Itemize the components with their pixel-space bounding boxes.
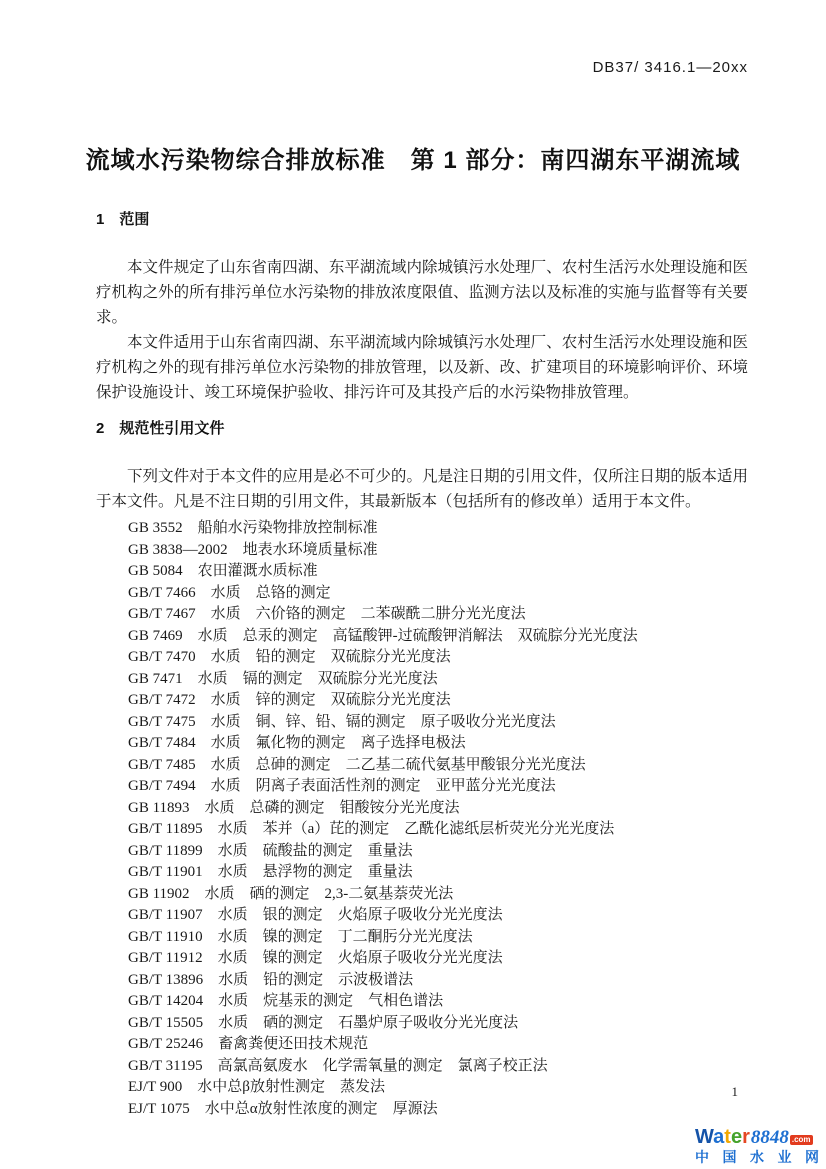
page-number: 1 bbox=[731, 1084, 738, 1099]
reference-item: GB/T 15505 水质 硒的测定 石墨炉原子吸收分光光度法 bbox=[128, 1014, 519, 1031]
reference-item: GB/T 11899 水质 硫酸盐的测定 重量法 bbox=[128, 842, 413, 859]
reference-item: GB 7471 水质 镉的测定 双硫腙分光光度法 bbox=[128, 670, 438, 687]
reference-item: GB/T 7494 水质 阴离子表面活性剂的测定 亚甲蓝分光光度法 bbox=[128, 778, 556, 794]
watermark-letter: e bbox=[730, 1126, 743, 1148]
document-code: DB37/ 3416.1—20xx bbox=[592, 59, 748, 76]
reference-item: GB/T 11901 水质 悬浮物的测定 重量法 bbox=[128, 864, 413, 880]
reference-item: GB/T 7467 水质 六价铬的测定 二苯碳酰二肼分光光度法 bbox=[128, 606, 526, 622]
reference-item: GB 5084 农田灌溉水质标准 bbox=[128, 563, 318, 579]
reference-item: GB/T 7472 水质 锌的测定 双硫腙分光光度法 bbox=[128, 692, 451, 708]
watermark-letter: r bbox=[742, 1126, 750, 1148]
watermark-subtitle-char: 业 bbox=[777, 1149, 792, 1165]
watermark-subtitle-char: 国 bbox=[722, 1149, 737, 1165]
reference-item: GB/T 11912 水质 镍的测定 火焰原子吸收分光光度法 bbox=[128, 950, 503, 966]
watermark-letter: W bbox=[695, 1126, 714, 1148]
reference-item: GB/T 25246 畜禽粪便还田技术规范 bbox=[128, 1036, 369, 1052]
reference-item: GB 11902 水质 硒的测定 2,3-二氨基萘荧光法 bbox=[128, 885, 454, 902]
watermark-subtitle-char: 网 bbox=[805, 1149, 819, 1165]
reference-item: EJ/T 1075 水中总α放射性浓度的测定 厚源法 bbox=[128, 1100, 438, 1117]
watermark-logo bbox=[695, 1127, 823, 1164]
reference-item: GB/T 11895 水质 苯并（a）芘的测定 乙酰化滤纸层析荧光分光光度法 bbox=[128, 821, 615, 837]
reference-item: GB/T 11907 水质 银的测定 火焰原子吸收分光光度法 bbox=[128, 907, 503, 923]
reference-item: GB/T 31195 高氯高氨废水 化学需氧量的测定 氯离子校正法 bbox=[128, 1057, 548, 1074]
reference-item: GB 7469 水质 总汞的测定 高锰酸钾-过硫酸钾消解法 双硫腙分光光度法 bbox=[128, 627, 638, 644]
watermark-brand-letters bbox=[695, 1127, 750, 1147]
watermark-subtitle bbox=[695, 1150, 819, 1164]
section-1-paragraph-2: 本文件适用于山东省南四湖、东平湖流域内除城镇污水处理厂、农村生活污水处理设施和医疗机构之外的现有排污单位水污染物的排放管理，以及新、改、扩建项目的环境影响评价、环境保护设施设计、竣工环境保护验收、排污许可及其投产后的水污染物排放管理。 bbox=[96, 334, 748, 401]
reference-item: GB/T 7484 水质 氟化物的测定 离子选择电极法 bbox=[128, 735, 466, 751]
watermark-letter: t bbox=[724, 1126, 731, 1148]
reference-item: EJ/T 900 水中总β放射性测定 蒸发法 bbox=[128, 1079, 385, 1095]
reference-item: GB/T 7485 水质 总砷的测定 二乙基二硫代氨基甲酸银分光光度法 bbox=[128, 756, 586, 773]
watermark-letter: a bbox=[713, 1126, 725, 1148]
reference-item: GB/T 14204 水质 烷基汞的测定 气相色谱法 bbox=[128, 993, 444, 1009]
reference-item: GB/T 7466 水质 总铬的测定 bbox=[128, 584, 331, 601]
watermark-domain-suffix: .com bbox=[791, 1135, 811, 1144]
reference-item: GB/T 7475 水质 铜、锌、铅、镉的测定 原子吸收分光光度法 bbox=[128, 713, 556, 730]
reference-item: GB/T 11910 水质 镍的测定 丁二酮肟分光光度法 bbox=[128, 928, 473, 945]
section-2-intro-paragraph: 下列文件对于本文件的应用是必不可少的。凡是注日期的引用文件，仅所注日期的版本适用于本文件。凡是不注日期的引用文件，其最新版本（包括所有的修改单）适用于本文件。 bbox=[96, 468, 748, 510]
reference-item: GB/T 13896 水质 铅的测定 示波极谱法 bbox=[128, 971, 414, 988]
reference-item: GB 3552 船舶水污染物排放控制标准 bbox=[128, 520, 378, 536]
watermark-brand-number: 8848 bbox=[750, 1127, 789, 1148]
reference-item: GB 3838—2002 地表水环境质量标准 bbox=[128, 541, 378, 558]
references-list bbox=[96, 518, 748, 1120]
watermark-brand-row bbox=[695, 1127, 823, 1147]
section-1-heading: 1 范围 bbox=[96, 211, 150, 228]
watermark-subtitle-char: 中 bbox=[695, 1149, 709, 1165]
watermark-subtitle-char: 水 bbox=[750, 1149, 764, 1165]
document-body bbox=[96, 210, 748, 1120]
reference-item: GB 11893 水质 总磷的测定 钼酸铵分光光度法 bbox=[128, 799, 460, 816]
page-title: 流域水污染物综合排放标准 第 1 部分：南四湖东平湖流域 bbox=[85, 147, 741, 174]
section-1-paragraph-1: 本文件规定了山东省南四湖、东平湖流域内除城镇污水处理厂、农村生活污水处理设施和医疗机构之外的所有排污单位水污染物的排放浓度限值、监测方法以及标准的实施与监督等有关要求。 bbox=[96, 259, 748, 326]
section-2-heading: 2 规范性引用文件 bbox=[96, 420, 225, 437]
reference-item: GB/T 7470 水质 铅的测定 双硫腙分光光度法 bbox=[128, 649, 451, 665]
